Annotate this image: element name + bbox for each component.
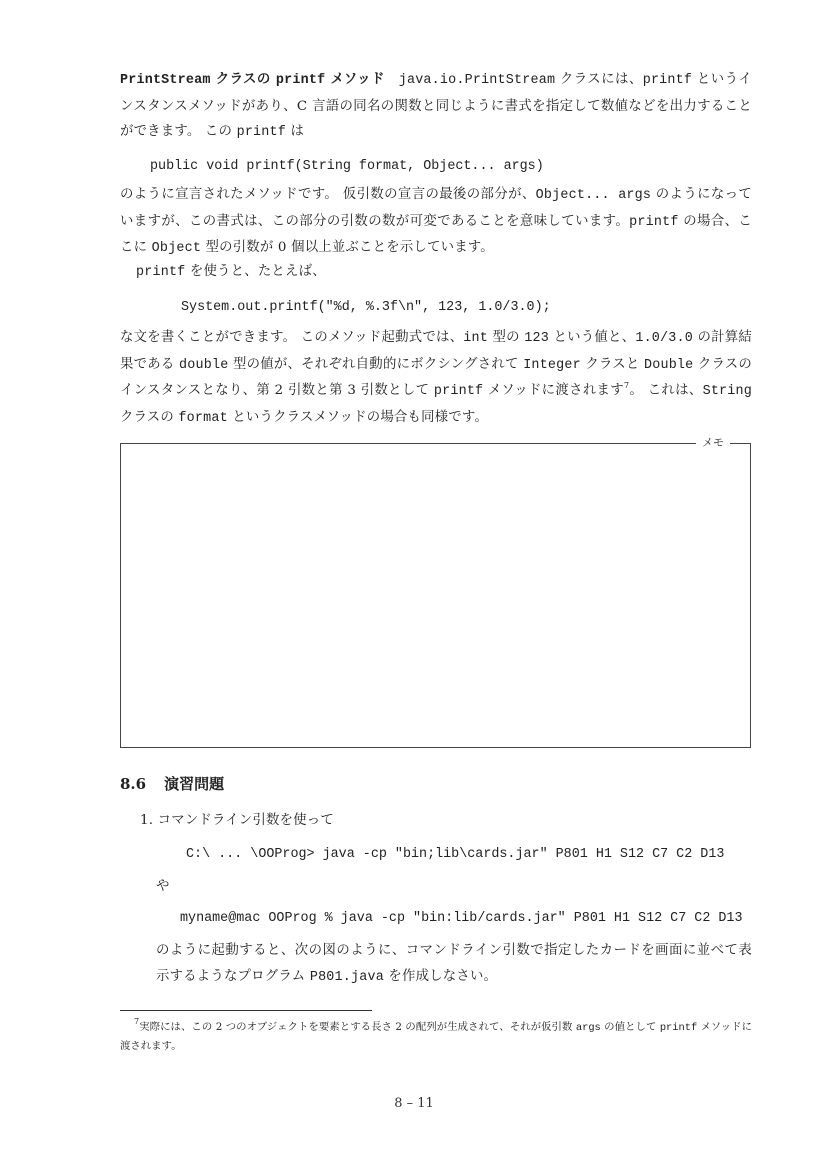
exercise-or: や: [156, 879, 170, 894]
code-command-windows: C:\ ... \OOProg> java -cp "bin;lib\cards.jar" P801 H1 S12 C7 C2 D13: [186, 847, 725, 862]
exercise-number: 1.: [140, 813, 154, 828]
footnote-divider: [120, 1010, 372, 1011]
paragraph-varargs: のように宣言されたメソッドです。 仮引数の宣言の最後の部分が、Object... args のようになっていますが、この書式は、この部分の引数の数が可変であることを意味しています。printf の場合、ここに Object 型の引数が 0 個以上並ぶことを示しています。: [120, 187, 752, 256]
footnote-mark: 7: [134, 1017, 140, 1026]
section-number: 8.6: [120, 775, 147, 793]
memo-label: メモ: [696, 434, 730, 452]
paragraph-printstream-intro: PrintStream クラスの printf メソッド java.io.PrintStream クラスには、printf というインスタンスメソッドがあり、C 言語の同名の関数と同じように書式を指定して数値などを出力することができます。 この printf は: [120, 72, 753, 140]
paragraph-boxing: な文を書くことができます。 このメソッド起動式では、int 型の 123 という値と、1.0/3.0 の計算結果である double 型の値が、それぞれ自動的にボクシングされて Integer クラスと Double クラスのインスタンスとなり、第 2 引数と第 3 引数として printf メソッドに渡されます$^7$。 これは、String クラスの format というクラスメソッドの場合も同様です。: [120, 330, 752, 426]
section-heading: [120, 773, 224, 795]
section-title: 演習問題: [164, 775, 225, 793]
paragraph-printf-example-intro: printf を使うと、たとえば、: [136, 264, 326, 280]
page-number: 8 – 11: [394, 1096, 434, 1111]
code-command-mac: myname@mac OOProg % java -cp "bin:lib/cards.jar" P801 H1 S12 C7 C2 D13: [180, 911, 743, 926]
memo-box[interactable]: [120, 436, 751, 748]
exercise-1-intro: 1. コマンドライン引数を使って: [140, 813, 334, 828]
footnote-7: $^7$実際には、この 2 つのオブジェクトを要素とする長さ 2 の配列が生成されて、それが仮引数 args の値として printf メソッドに渡されます。: [120, 1017, 752, 1052]
code-printf-signature: public void printf(String format, Object... args): [150, 159, 544, 174]
exercise-1-description: のように起動すると、次の図のように、コマンドライン引数で指定したカードを画面に並べて表示するようなプログラム P801.java を作成しなさい。: [156, 943, 752, 985]
heading-code: PrintStream: [120, 73, 211, 88]
code-printf-example: System.out.printf("%d, %.3f\n", 123, 1.0/3.0);: [181, 300, 551, 315]
footnote-ref-7[interactable]: 7: [623, 381, 630, 390]
